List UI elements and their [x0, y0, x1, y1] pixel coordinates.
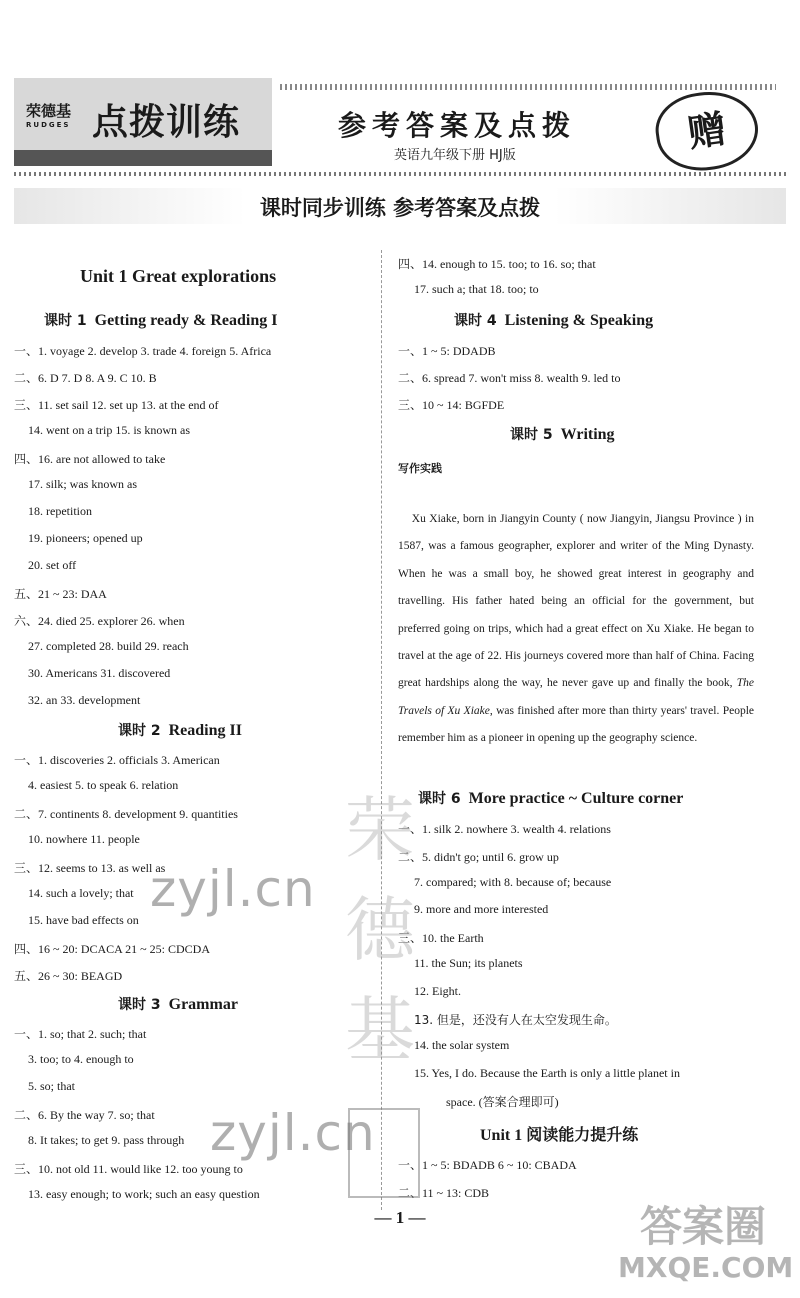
answer-line: 5. so; that	[28, 1079, 75, 1093]
lesson-heading-5: 课时 5 Writing	[510, 426, 615, 443]
answer-line: 4. easiest 5. to speak 6. relation	[28, 778, 179, 792]
page-title: 参考答案及点拨	[338, 109, 577, 142]
answer-line: 三、10 ~ 14: BGFDE	[398, 398, 505, 412]
answer-line: 四、16 ~ 20: DCACA 21 ~ 25: CDCDA	[14, 942, 211, 956]
brand-banner-strip	[14, 150, 272, 166]
answer-line: 9. more and more interested	[414, 902, 549, 916]
brand-name: 点拨训练	[92, 102, 241, 143]
answer-line: 一、1 ~ 5: BDADB 6 ~ 10: CBADA	[398, 1158, 577, 1172]
writing-practice-label: 写作实践	[398, 462, 442, 475]
answer-line: 15. have bad effects on	[28, 913, 139, 927]
answer-line: 10. nowhere 11. people	[28, 832, 140, 846]
answer-line: 27. completed 28. build 29. reach	[28, 639, 189, 653]
answer-line: 15. Yes, I do. Because the Earth is only a little planet in	[414, 1066, 680, 1080]
answer-line: 五、26 ~ 30: BEAGD	[14, 969, 123, 983]
answer-line: 二、6. spread 7. won't miss 8. wealth 9. led to	[398, 371, 621, 385]
answer-line: 13. 但是，还没有人在太空发现生命。	[414, 1013, 617, 1027]
answer-line: 14. such a lovely; that	[28, 886, 134, 900]
answer-line: 一、1 ~ 5: DDADB	[398, 344, 496, 358]
lesson-heading-3: 课时 3 Grammar	[118, 996, 238, 1013]
answer-line: 17. such a; that 18. too; to	[414, 282, 539, 296]
answer-line: 四、16. are not allowed to take	[14, 452, 166, 466]
answer-line: 二、6. D 7. D 8. A 9. C 10. B	[14, 371, 157, 385]
unit-title: Unit 1 Great explorations	[80, 266, 277, 286]
header-divider	[280, 84, 776, 90]
answer-line: 32. an 33. development	[28, 693, 141, 707]
answer-line: 13. easy enough; to work; such an easy question	[28, 1187, 260, 1201]
page-subtitle: 英语九年级下册 HJ版	[394, 148, 516, 163]
answer-line: 二、6. By the way 7. so; that	[14, 1108, 155, 1122]
site-watermark: zyjl.cn	[150, 860, 316, 918]
lesson-heading-4: 课时 4 Listening & Speaking	[454, 312, 654, 329]
reading-section-title: Unit 1 阅读能力提升练	[480, 1127, 639, 1144]
answer-line: 一、1. silk 2. nowhere 3. wealth 4. relations	[398, 822, 611, 836]
answer-line: 7. compared; with 8. because of; because	[414, 875, 612, 889]
gift-badge: 赠	[651, 85, 763, 176]
answer-line: 二、7. continents 8. development 9. quantities	[14, 807, 238, 821]
answer-line: 五、21 ~ 23: DAA	[14, 587, 107, 601]
answer-line: 六、24. died 25. explorer 26. when	[14, 614, 185, 628]
site-watermark: zyjl.cn	[210, 1104, 376, 1162]
answer-line: space. (答案合理即可)	[446, 1095, 559, 1109]
brand-logo: 荣德基 RUDGES	[26, 102, 72, 129]
answer-line: 8. It takes; to get 9. pass through	[28, 1133, 185, 1147]
answer-line: 一、1. voyage 2. develop 3. trade 4. foreign 5. Africa	[14, 344, 272, 358]
answer-line: 3. too; to 4. enough to	[28, 1052, 134, 1066]
answer-line: 三、10. not old 11. would like 12. too young to	[14, 1162, 243, 1176]
answer-line: 19. pioneers; opened up	[28, 531, 143, 545]
writing-sample-paragraph: Xu Xiake, born in Jiangyin County ( now Jiangyin, Jiangsu Province ) in 1587, was a famous geographer, explorer and writer of the Ming Dynasty. When he was a small boy, he showed great interest in geography and travelling. His father hated being an official for the government, but preferred going on trips, which had a great effect on Xu Xiake. He began to travel at the age of 22. His journeys covered more than half of China. Facing great hardships along the way, he never gave up and finally the book, The Travels of Xu Xiake, was finished after more than thirty years' travel. People remember him as a pioneer in opening up the geography science.	[398, 513, 755, 745]
answer-line: 18. repetition	[28, 504, 92, 518]
seal-stamp	[348, 1108, 420, 1198]
answer-line: 三、11. set sail 12. set up 13. at the end of	[14, 398, 219, 412]
answer-line: 三、12. seems to 13. as well as	[14, 861, 166, 875]
dotted-divider	[14, 172, 786, 176]
answer-line: 11. the Sun; its planets	[414, 956, 523, 970]
book-title: The Travels of Xu Xiake	[398, 677, 754, 717]
site-logo: 答案圈 MXQE.COM	[618, 1202, 794, 1284]
answer-line: 30. Americans 31. discovered	[28, 666, 171, 680]
answer-line: 三、10. the Earth	[398, 931, 484, 945]
lesson-heading-2: 课时 2 Reading II	[118, 722, 242, 739]
lesson-heading-1: 课时 1 Getting ready & Reading I	[44, 312, 278, 329]
page-number: — 1 —	[374, 1208, 426, 1227]
answer-line: 一、1. discoveries 2. officials 3. American	[14, 753, 220, 767]
lesson-heading-6: 课时 6 More practice ~ Culture corner	[418, 790, 684, 807]
answer-line: 17. silk; was known as	[28, 477, 137, 491]
answer-line: 四、14. enough to 15. too; to 16. so; that	[398, 257, 596, 271]
answer-line: 二、5. didn't go; until 6. grow up	[398, 850, 559, 864]
answer-line: 20. set off	[28, 558, 77, 572]
answer-line: 12. Eight.	[414, 984, 461, 998]
answer-line: 14. the solar system	[414, 1038, 510, 1052]
section-title: 课时同步训练 参考答案及点拨	[259, 196, 541, 220]
answer-line: 14. went on a trip 15. is known as	[28, 423, 190, 437]
answer-line: 一、1. so; that 2. such; that	[14, 1027, 147, 1041]
answer-line: 二、11 ~ 13: CDB	[398, 1186, 490, 1200]
brand-watermark: 荣 德 基	[345, 789, 415, 1071]
